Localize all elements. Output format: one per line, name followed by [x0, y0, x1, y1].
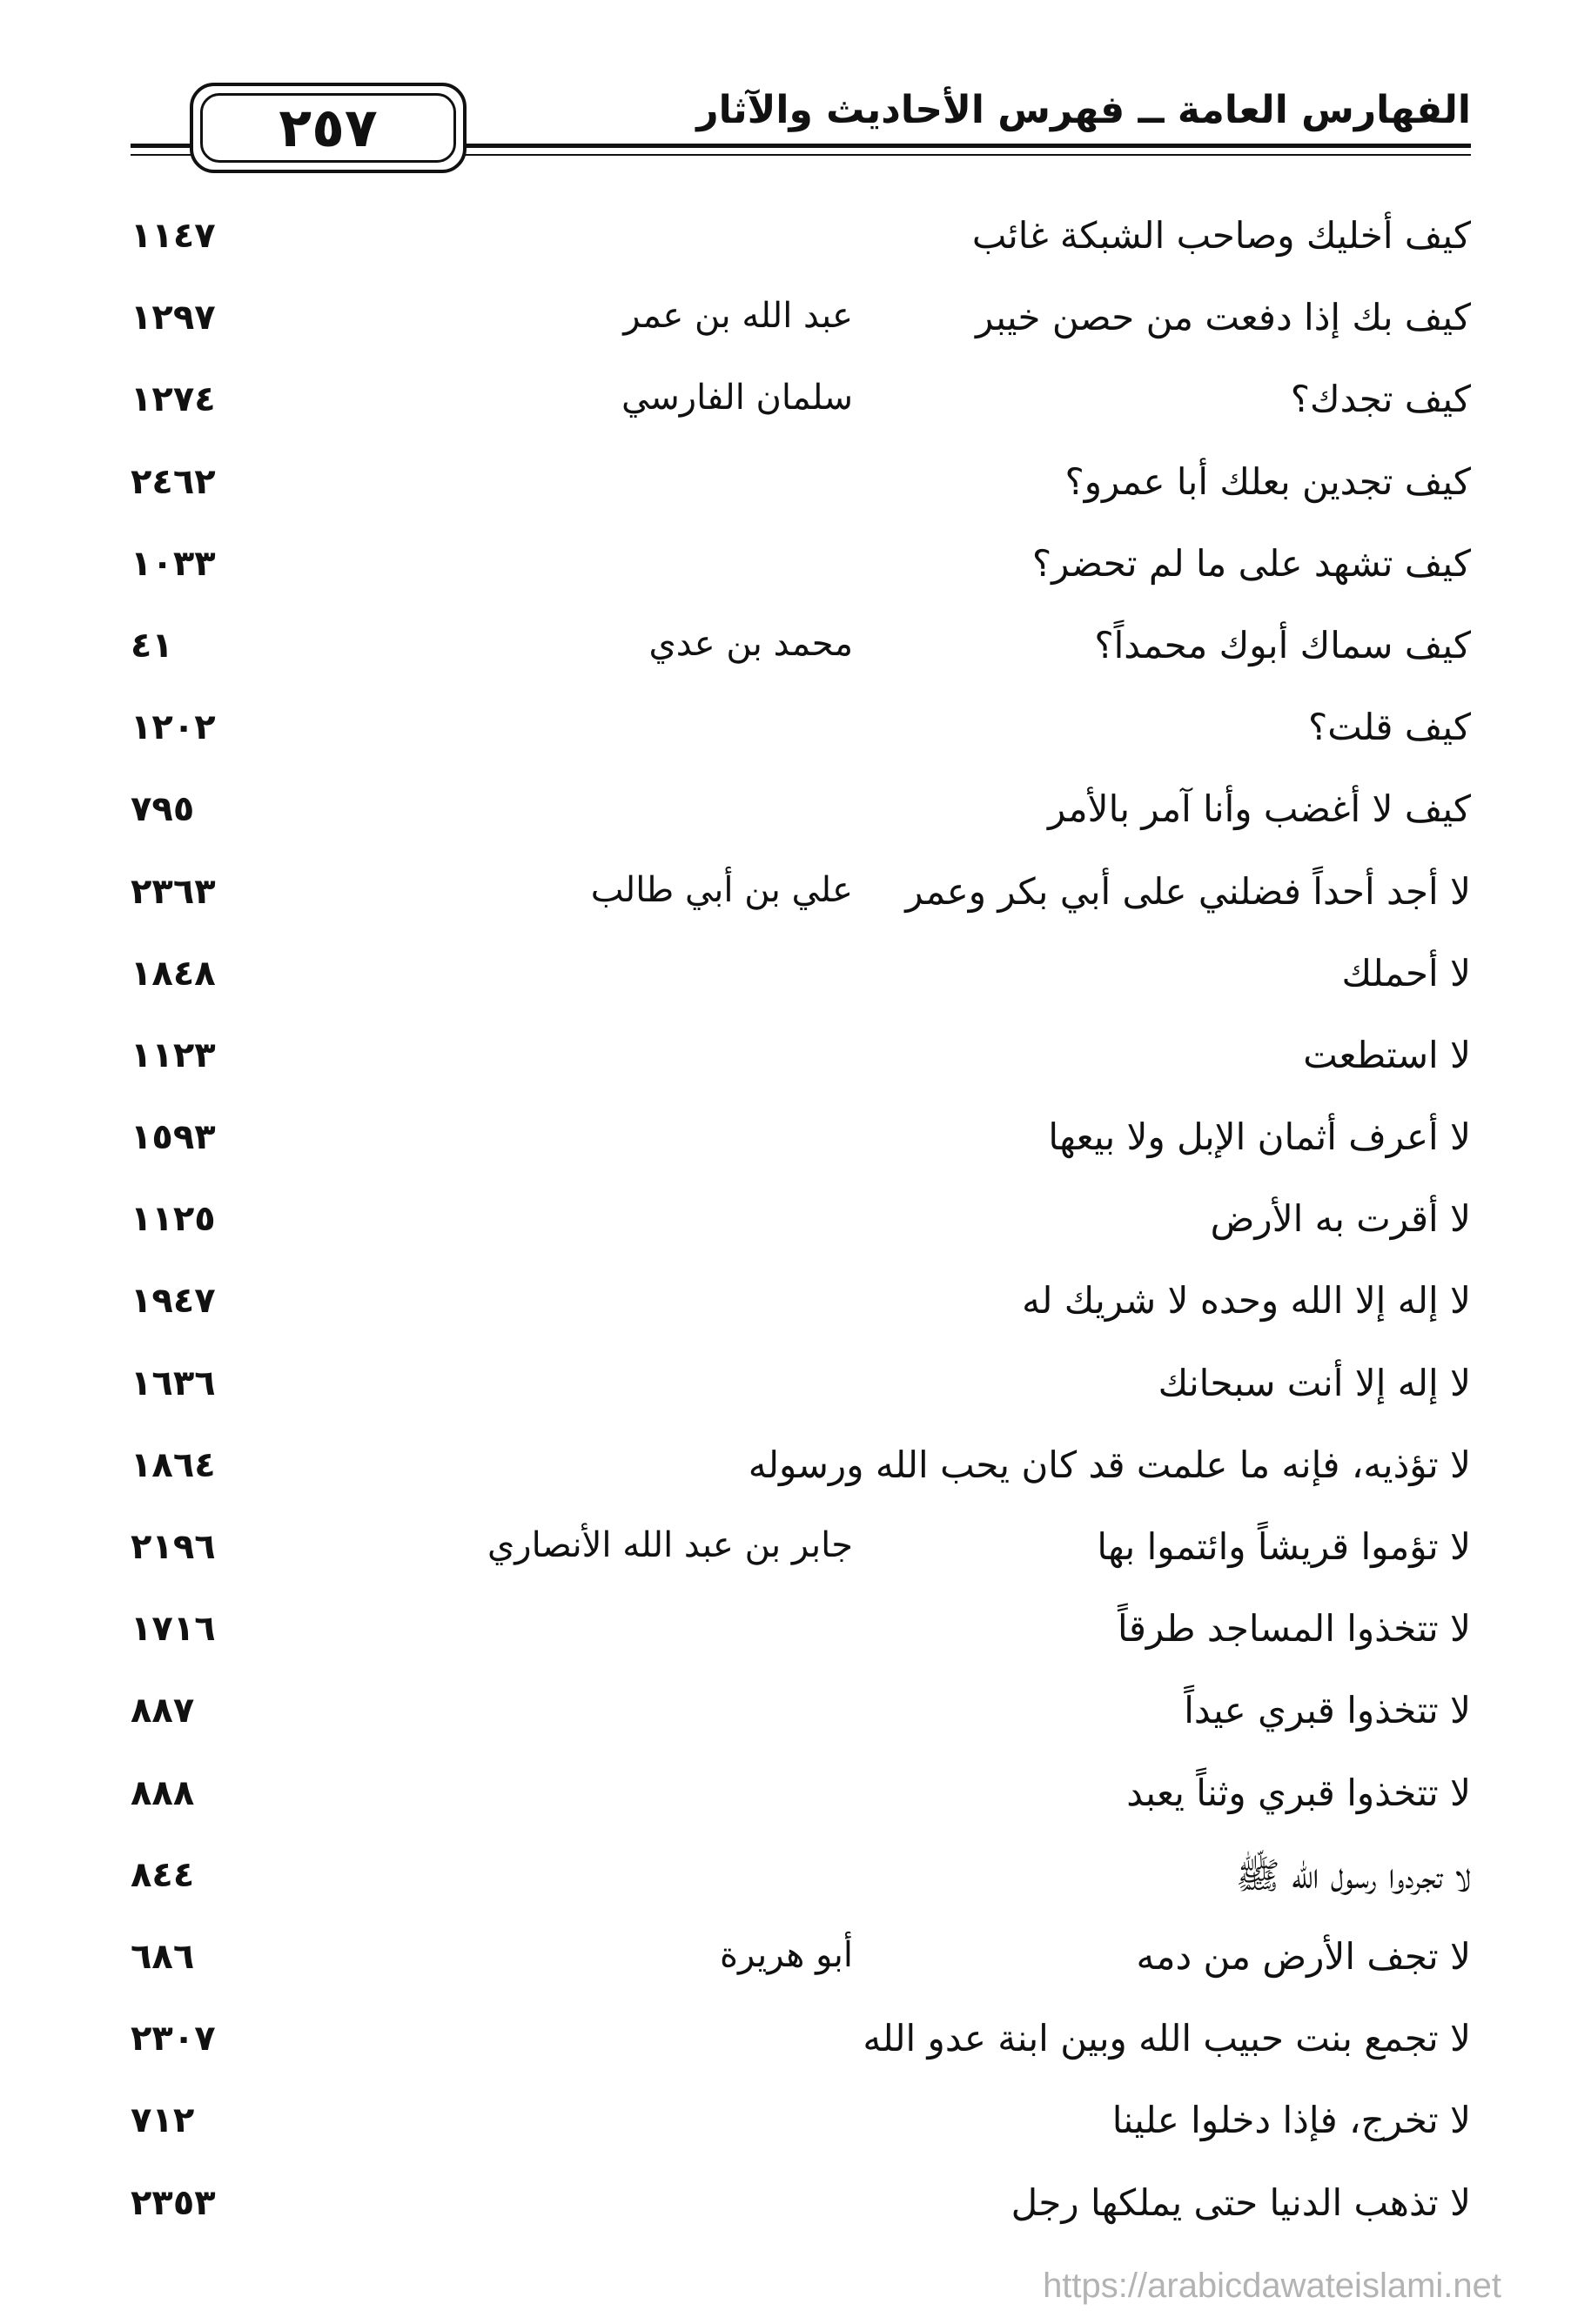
- entry-number: ٧١٢: [131, 2100, 195, 2141]
- entry-number: ١١٢٥: [131, 1199, 216, 1240]
- entry-narrator: علي بن أبي طالب: [590, 869, 853, 910]
- entry-text: لا استطعت: [1303, 1033, 1471, 1076]
- index-entry: [131, 1346, 1471, 1428]
- entry-number: ٢٣٥٣: [131, 2182, 216, 2223]
- page-number: ٢٥٧: [279, 96, 378, 159]
- page-number-box: [190, 83, 467, 173]
- entry-text: لا تذهب الدنيا حتى يملكها رجل: [1010, 2180, 1471, 2224]
- running-title: الفهارس العامة ــ فهرس الأحاديث والآثار: [696, 88, 1471, 132]
- entry-text: لا تتخذوا قبري عيداً: [1184, 1689, 1471, 1732]
- entry-number: ٧٩٥: [131, 789, 195, 830]
- index-entry: [131, 854, 1471, 936]
- entry-number: ١٧١٦: [131, 1609, 216, 1650]
- entry-text: لا أقرت به الأرض: [1210, 1197, 1471, 1241]
- index-entry: [131, 445, 1471, 526]
- entry-text: كيف تجدك؟: [1290, 378, 1471, 421]
- index-entry: [131, 1018, 1471, 1100]
- entry-text: كيف تشهد على ما لم تحضر؟: [1031, 541, 1471, 585]
- entry-text: لا أجد أحداً فضلني على أبي بكر وعمر: [905, 869, 1471, 913]
- entry-number: ١٠٣٣: [131, 543, 216, 584]
- entry-text: لا إله إلا أنت سبحانك: [1158, 1361, 1471, 1404]
- entry-text: لا تجردوا رسول الله ﷺ: [1235, 1853, 1471, 1897]
- entry-text: كيف تجدين بعلك أبا عمرو؟: [1064, 459, 1471, 503]
- hadith-index-list: [131, 198, 1471, 2247]
- entry-narrator: عبد الله بن عمر: [623, 296, 853, 337]
- entry-text: كيف لا أغضب وأنا آمر بالأمر: [1047, 787, 1471, 831]
- index-entry: [131, 198, 1471, 280]
- entry-number: ١٩٤٧: [131, 1281, 216, 1322]
- entry-text: كيف قلت؟: [1307, 706, 1471, 749]
- index-entry: [131, 2083, 1471, 2165]
- index-entry: [131, 280, 1471, 362]
- entry-text: كيف بك إذا دفعت من حصن خيبر: [976, 296, 1471, 339]
- index-entry: [131, 1673, 1471, 1755]
- entry-text: كيف سماك أبوك محمداً؟: [1094, 623, 1471, 666]
- entry-text: لا أعرف أثمان الإبل ولا بيعها: [1048, 1115, 1471, 1159]
- index-entry: [131, 1100, 1471, 1182]
- entry-narrator: أبو هريرة: [720, 1934, 853, 1975]
- index-entry: [131, 608, 1471, 690]
- entry-number: ١٨٤٨: [131, 953, 216, 994]
- index-entry: [131, 1919, 1471, 2001]
- entry-number: ٢٣٦٣: [131, 871, 216, 912]
- entry-number: ٨٨٨: [131, 1772, 195, 1813]
- entry-number: ٦٨٦: [131, 1936, 195, 1977]
- index-entry: [131, 690, 1471, 772]
- index-entry: [131, 2166, 1471, 2247]
- index-entry: [131, 2001, 1471, 2083]
- entry-text: كيف أخليك وصاحب الشبكة غائب: [971, 214, 1471, 257]
- index-entry: [131, 936, 1471, 1018]
- index-entry: [131, 526, 1471, 608]
- entry-number: ٨٨٧: [131, 1691, 195, 1731]
- index-entry: [131, 1428, 1471, 1510]
- entry-number: ٨٤٤: [131, 1854, 195, 1895]
- entry-number: ١٥٩٣: [131, 1117, 216, 1158]
- entry-number: ١٦٣٦: [131, 1363, 216, 1403]
- index-entry: [131, 1510, 1471, 1591]
- entry-narrator: سلمان الفارسي: [621, 378, 853, 419]
- entry-number: ٢٤٦٢: [131, 461, 216, 502]
- index-entry: [131, 772, 1471, 854]
- entry-narrator: جابر بن عبد الله الأنصاري: [487, 1525, 853, 1565]
- entry-number: ٢١٩٦: [131, 1527, 216, 1567]
- entry-number: ١٢٩٧: [131, 298, 216, 338]
- entry-text: لا تجمع بنت حبيب الله وبين ابنة عدو الله: [863, 2017, 1471, 2060]
- entry-text: لا تخرج، فإذا دخلوا علينا: [1111, 2099, 1471, 2142]
- watermark-url: https://arabicdawateislami.net: [1043, 2267, 1501, 2305]
- entry-narrator: محمد بن عدي: [648, 623, 853, 664]
- entry-text: لا إله إلا الله وحده لا شريك له: [1022, 1279, 1471, 1323]
- index-entry: [131, 1756, 1471, 1838]
- page-header: [131, 83, 1471, 178]
- entry-number: ١٢٠٢: [131, 707, 216, 748]
- index-entry: [131, 1838, 1471, 1919]
- index-entry: [131, 1182, 1471, 1263]
- entry-number: ٢٣٠٧: [131, 2019, 216, 2059]
- index-entry: [131, 362, 1471, 444]
- entry-text: لا تتخذوا المساجد طرقاً: [1118, 1607, 1471, 1651]
- entry-text: لا تؤموا قريشاً وائتموا بها: [1097, 1525, 1471, 1568]
- entry-number: ١١٢٣: [131, 1035, 216, 1075]
- entry-number: ١٨٦٤: [131, 1444, 216, 1485]
- entry-text: لا تتخذوا قبري وثناً يعبد: [1126, 1771, 1471, 1814]
- entry-text: لا تؤذيه، فإنه ما علمت قد كان يحب الله ورسوله: [748, 1443, 1471, 1486]
- entry-number: ٤١: [131, 625, 173, 666]
- entry-number: ١٢٧٤: [131, 379, 216, 420]
- page-number-frame: [200, 93, 456, 163]
- index-entry: [131, 1263, 1471, 1345]
- entry-text: لا تجف الأرض من دمه: [1136, 1934, 1471, 1978]
- entry-number: ١١٤٧: [131, 216, 216, 256]
- entry-text: لا أحملك: [1341, 951, 1471, 995]
- index-entry: [131, 1591, 1471, 1673]
